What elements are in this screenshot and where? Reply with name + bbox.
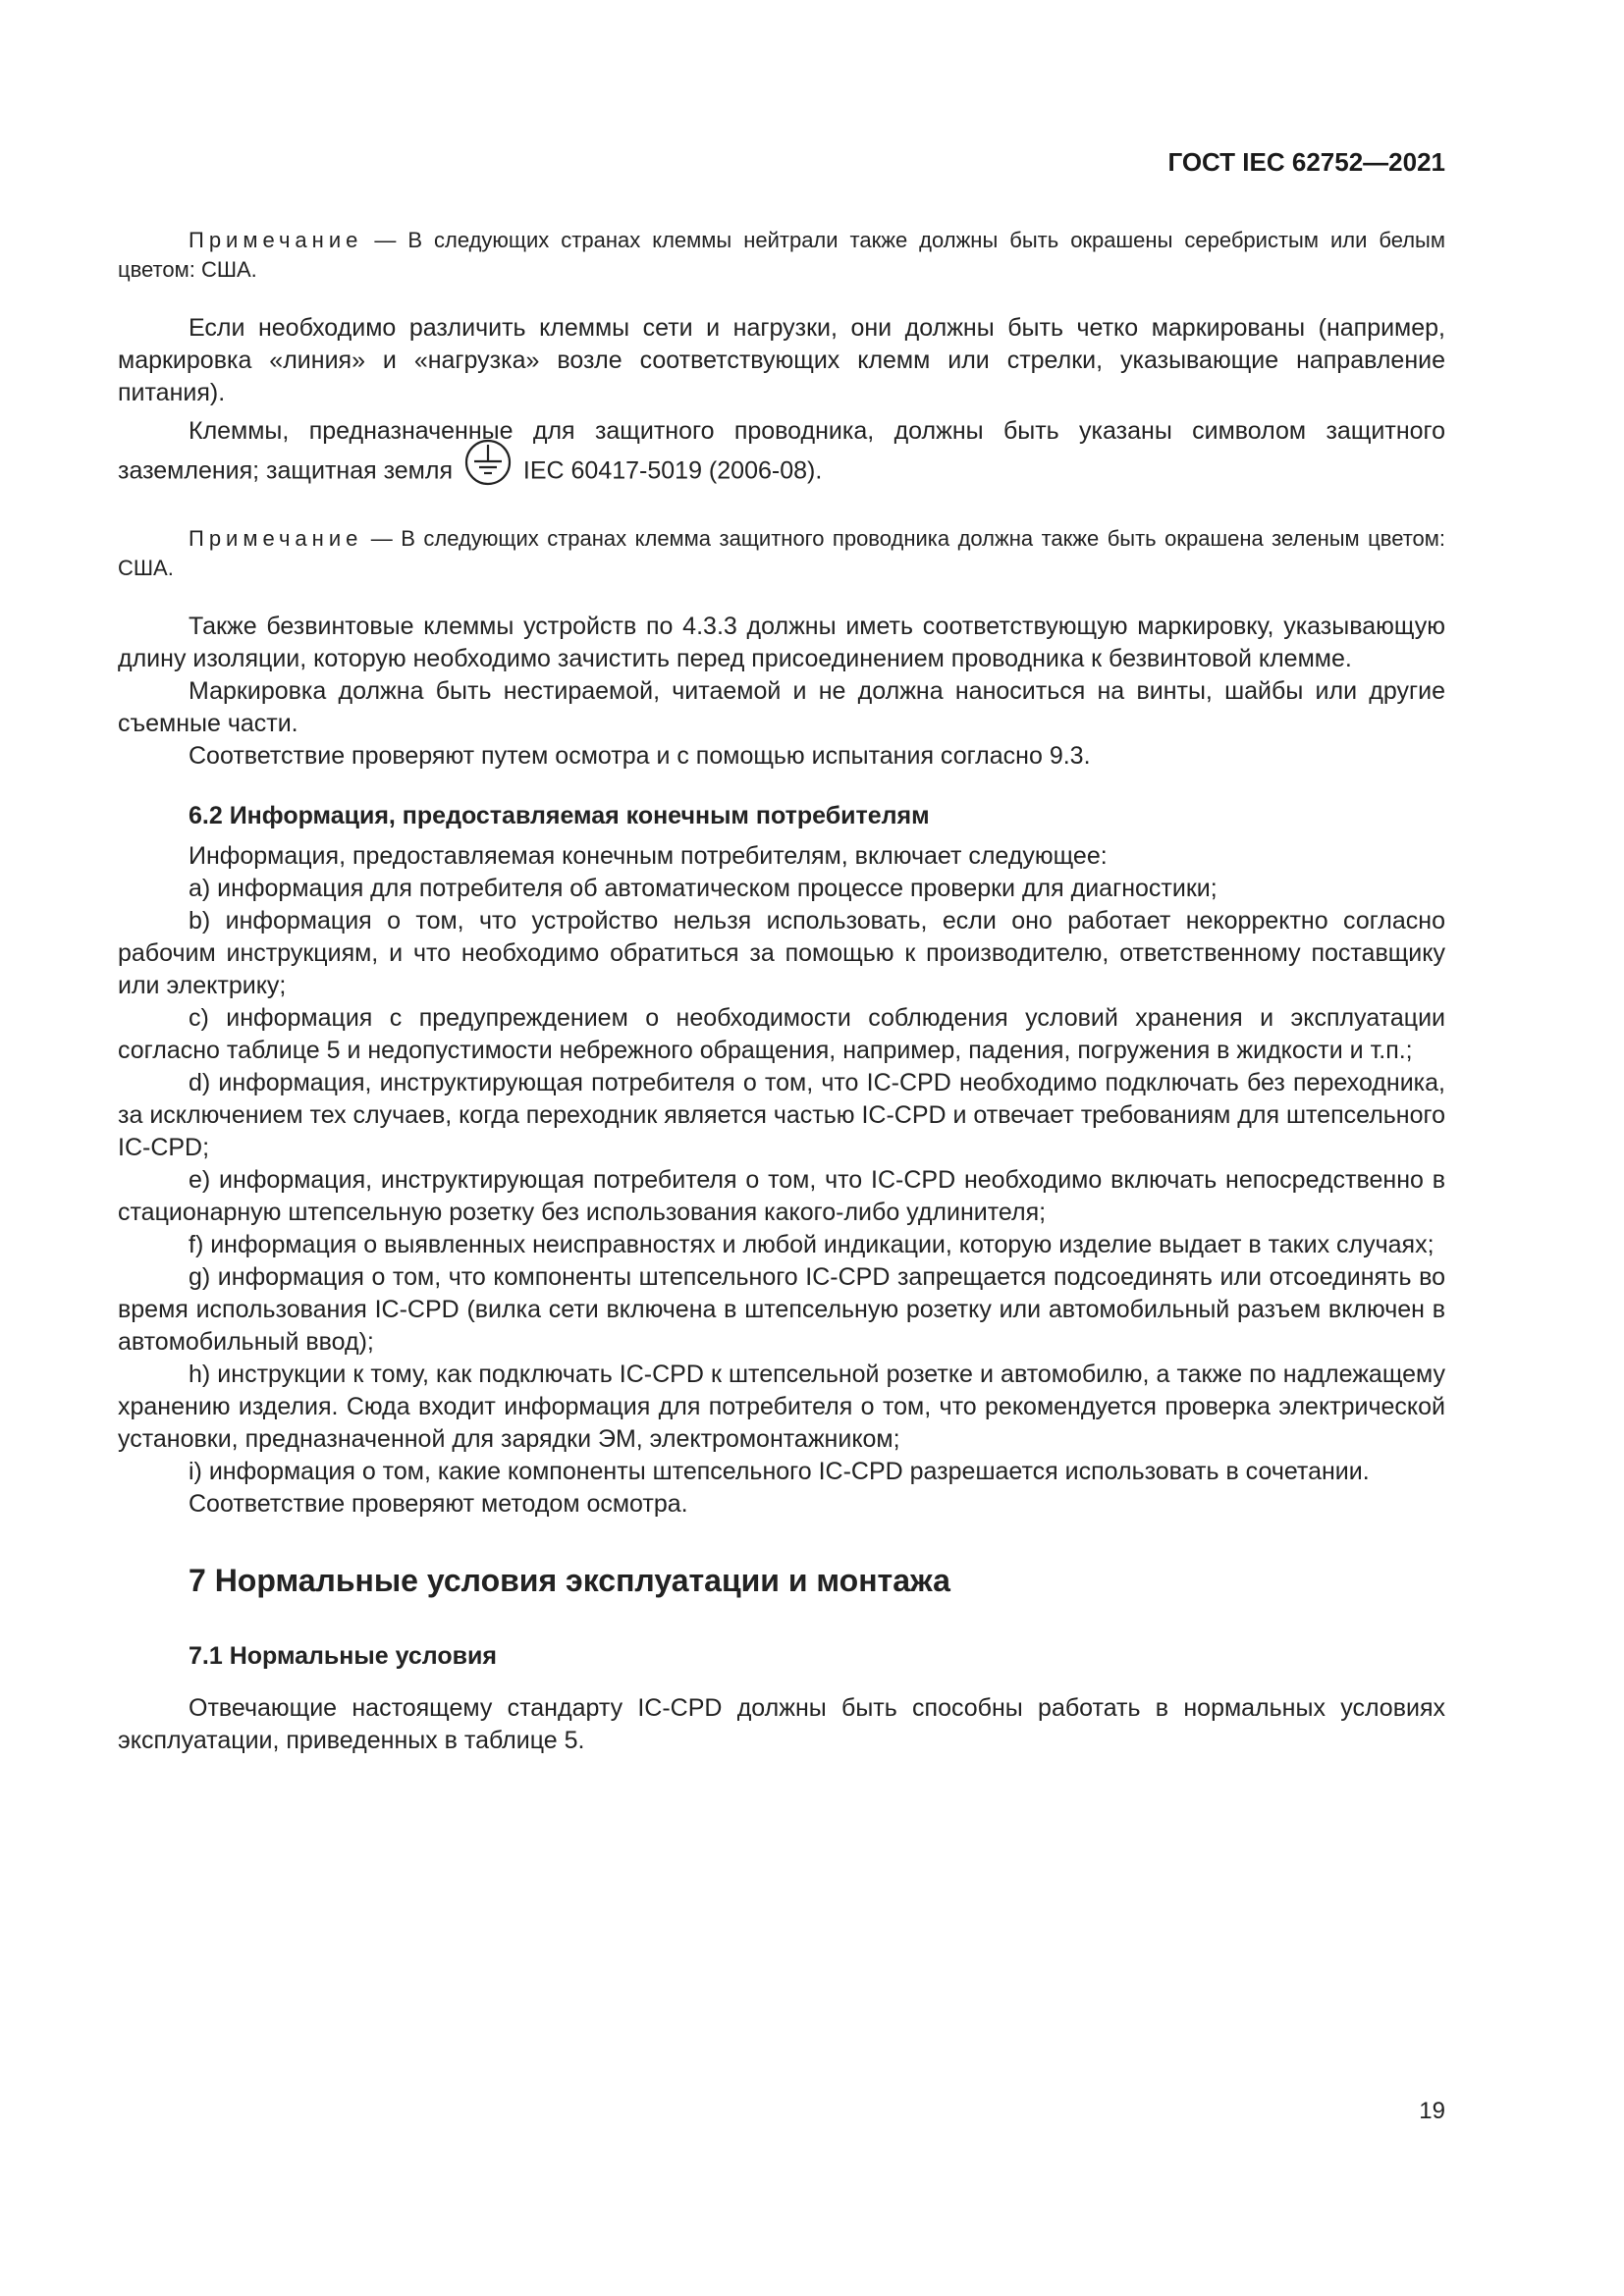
page-number: 19 [1419, 2098, 1445, 2124]
note-neutral-color [118, 226, 1445, 285]
list-item-c: c) информация с предупреждением о необходимости соблюдения условий хранения и эксплуатации согласно таблице 5 и недопустимости небрежного обращения, например, падения, погружения в жидкости и т.п.; [118, 1004, 1445, 1064]
protective-earth-icon [463, 438, 513, 487]
document-page [118, 0, 1445, 2296]
paragraph-screwless-terminals: Также безвинтовые клеммы устройств по 4.3.3 должны иметь соответствующую маркировку, указывающую длину изоляции, которую необходимо зачистить перед присоединением проводника к безвинтовой клемме. [118, 613, 1445, 672]
list-item-g: g) информация о том, что компоненты штепсельного IC-CPD запрещается подсоединять или отсоединять во время использования IC-CPD (вилка сети включена в штепсельную розетку или автомобильный разъем включен в автомобильный ввод); [118, 1263, 1445, 1356]
document-header: ГОСТ IEC 62752—2021 [1167, 147, 1445, 177]
note-text: — В следующих странах клеммы нейтрали также должны быть окрашены серебристым или белым цветом: США. [118, 228, 1445, 282]
list-item-d: d) информация, инструктирующая потребителя о том, что IC-CPD необходимо подключать без переходника, за исключением тех случаев, когда переходник является частью IC-CPD и отвечает требованиям для штепсельного IC-CPD; [118, 1069, 1445, 1161]
paragraph-6-2-intro: Информация, предоставляемая конечным потребителям, включает следующее: [189, 842, 1108, 870]
heading-7-1: 7.1 Нормальные условия [189, 1642, 497, 1670]
note-earth-color [118, 524, 1445, 583]
list-item-a: a) информация для потребителя об автоматическом процессе проверки для диагностики; [189, 875, 1218, 902]
list-item-f: f) информация о выявленных неисправностях и любой индикации, которую изделие выдает в таких случаях; [189, 1231, 1435, 1258]
heading-6-2: 6.2 Информация, предоставляемая конечным потребителям [189, 802, 930, 829]
document-body [118, 226, 1445, 1757]
protective-earth-text: Клеммы, предназначенные для защитного проводника, должны быть указаны символом защитного заземления; защитная земля [118, 417, 1445, 485]
note-label: Примечание [189, 228, 363, 252]
note-label: Примечание [189, 526, 363, 551]
paragraph-conformity-6-2: Соответствие проверяют методом осмотра. [189, 1490, 688, 1518]
heading-section-7: 7 Нормальные условия эксплуатации и монтажа [189, 1563, 950, 1598]
paragraph-7-1: Отвечающие настоящему стандарту IC-CPD должны быть способны работать в нормальных условиях эксплуатации, приведенных в таблице 5. [118, 1694, 1445, 1754]
note-text: — В следующих странах клемма защитного проводника должна также быть окрашена зеленым цветом: США. [118, 526, 1445, 580]
list-item-i: i) информация о том, какие компоненты штепсельного IC-CPD разрешается использовать в сочетании. [189, 1458, 1370, 1485]
protective-earth-standard: IEC 60417-5019 (2006-08). [522, 456, 823, 485]
paragraph-marking-durability: Маркировка должна быть нестираемой, читаемой и не должна наноситься на винты, шайбы или другие съемные части. [118, 677, 1445, 737]
list-item-e: e) информация, инструктирующая потребителя о том, что IC-CPD необходимо включать непосредственно в стационарную штепсельную розетку без использования какого-либо удлинителя; [118, 1166, 1445, 1226]
paragraph-line-load-marking: Если необходимо различить клеммы сети и нагрузки, они должны быть четко маркированы (например, маркировка «линия» и «нагрузка» возле соответствующих клемм или стрелки, указывающие направление питания). [118, 314, 1445, 406]
paragraph-conformity-6-1: Соответствие проверяют путем осмотра и с помощью испытания согласно 9.3. [189, 742, 1091, 770]
paragraph-protective-earth [118, 415, 1445, 497]
list-item-b: b) информация о том, что устройство нельзя использовать, если оно работает некорректно согласно рабочим инструкциям, и что необходимо обратиться за помощью к производителю, ответственному поставщику или электрику; [118, 907, 1445, 999]
list-item-h: h) инструкции к тому, как подключать IC-CPD к штепсельной розетке и автомобилю, а также по надлежащему хранению изделия. Сюда входит информация для потребителя о том, что рекомендуется проверка электрической установки, предназначенной для зарядки ЭМ, электромонтажником; [118, 1361, 1445, 1453]
